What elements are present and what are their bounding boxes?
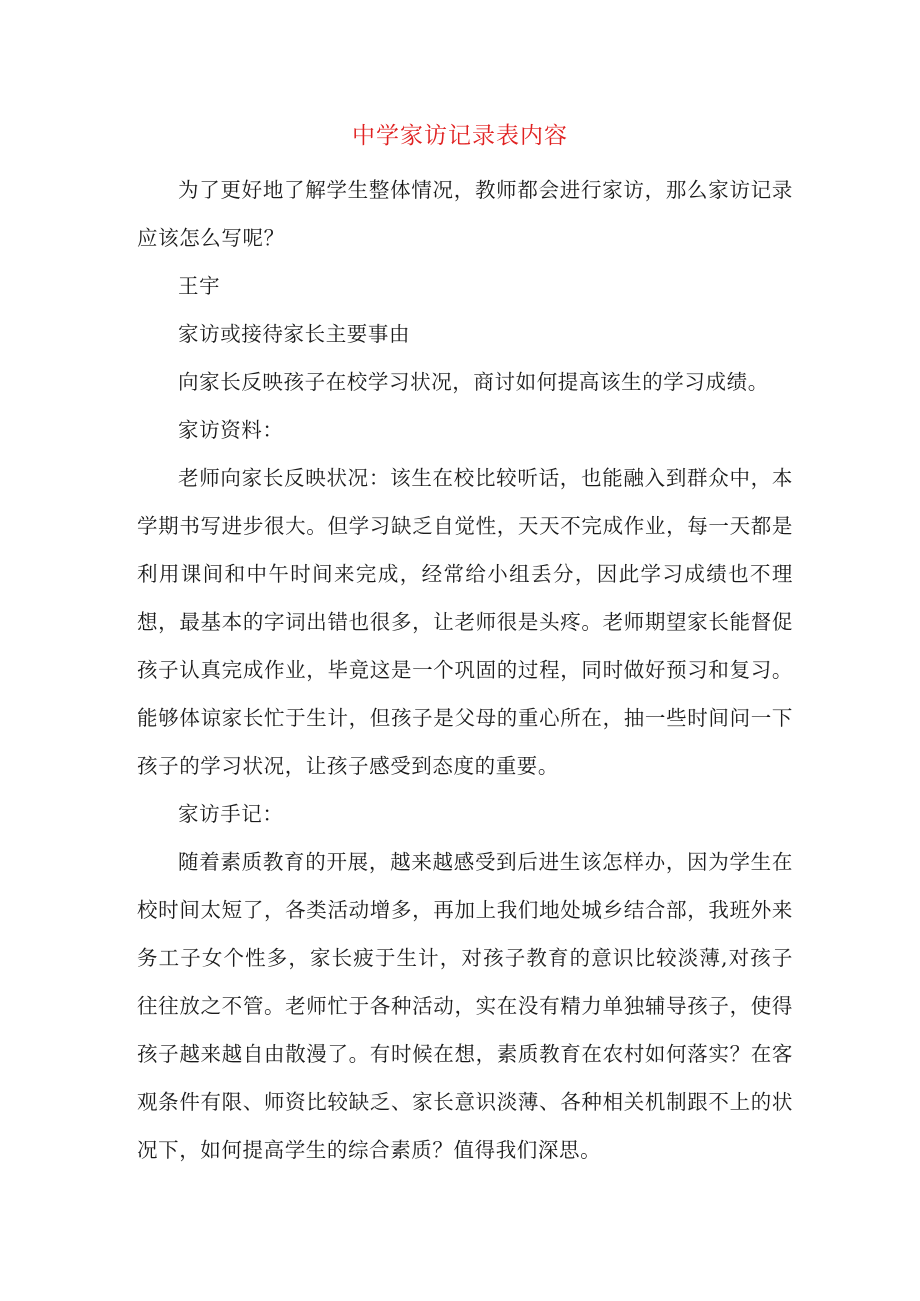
intro-paragraph: 为了更好地了解学生整体情况，教师都会进行家访，那么家访记录应该怎么写呢？ <box>137 178 793 250</box>
visit-reason-heading: 家访或接待家长主要事由 <box>178 322 411 346</box>
visit-material-text: 老师向家长反映状况：该生在校比较听话，也能融入到群众中，本学期书写进步很大。但学习缺乏自觉性，天天不完成作业，每一天都是利用课间和中午时间来完成，经常给小组丢分，因此学习成绩也不理想，最基本的字词出错也很多，让老师很是头疼。老师期望家长能督促孩子认真完成作业，毕竟这是一个巩固的过程，同时做好预习和复习。能够体谅家长忙于生计，但孩子是父母的重心所在，抽一些时间问一下孩子的学习状况，让孩子感受到态度的重要。 <box>137 466 793 778</box>
visit-notes-heading: 家访手记： <box>178 802 284 826</box>
visit-reason-text: 向家长反映孩子在校学习状况，商讨如何提高该生的学习成绩。 <box>178 370 769 394</box>
document-body <box>137 166 793 1174</box>
student-name: 王宇 <box>178 274 221 298</box>
visit-material-heading: 家访资料： <box>178 418 284 442</box>
visit-notes-text: 随着素质教育的开展，越来越感受到后进生该怎样办，因为学生在校时间太短了，各类活动增多，再加上我们地处城乡结合部，我班外来务工子女个性多，家长疲于生计，对孩子教育的意识比较淡薄,对孩子往往放之不管。老师忙于各种活动，实在没有精力单独辅导孩子，使得孩子越来越自由散漫了。有时候在想，素质教育在农村如何落实？在客观条件有限、师资比较缺乏、家长意识淡薄、各种相关机制跟不上的状况下，如何提高学生的综合素质？值得我们深思。 <box>137 850 793 1162</box>
document-title: 中学家访记录表内容 <box>352 123 568 149</box>
